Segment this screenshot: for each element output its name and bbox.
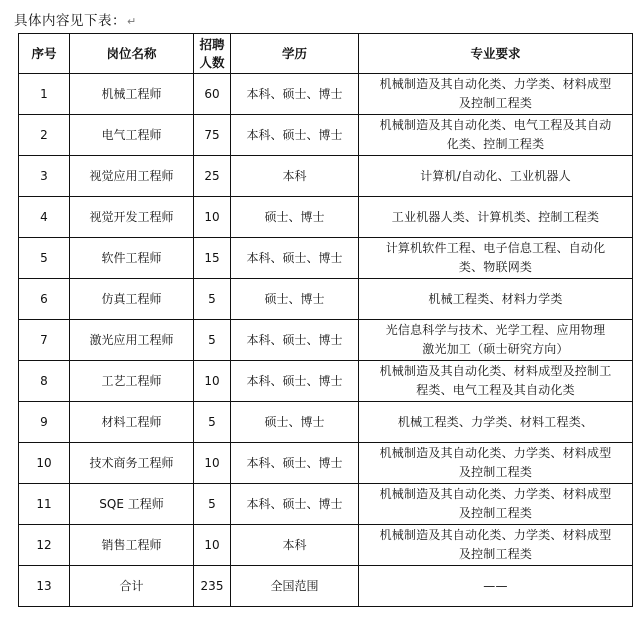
requirements-line-1: 光信息科学与技术、光学工程、应用物理	[385, 323, 606, 337]
requirements-line-1: 机械制造及其自动化类、材料成型及控制工	[379, 364, 612, 378]
row-no: 13	[19, 566, 70, 607]
recruitment-table	[18, 33, 633, 607]
row-position: 机械工程师	[70, 74, 194, 115]
row-requirements	[359, 525, 633, 566]
row-count: 10	[194, 525, 231, 566]
header-count-line2: 人数	[199, 54, 225, 70]
row-requirements	[359, 238, 633, 279]
row-no: 3	[19, 156, 70, 197]
row-count: 5	[194, 279, 231, 320]
row-no: 2	[19, 115, 70, 156]
table-row	[19, 484, 633, 525]
requirements-line-1: 机械制造及其自动化类、电气工程及其自动	[379, 118, 612, 132]
requirements-line-2: 及控制工程类	[458, 547, 533, 561]
row-requirements	[359, 320, 633, 361]
row-count: 75	[194, 115, 231, 156]
requirements-line-1: 计算机/自动化、工业机器人	[420, 168, 571, 183]
row-education: 本科、硕士、博士	[231, 484, 359, 525]
row-education: 本科、硕士、博士	[231, 361, 359, 402]
table-row	[19, 566, 633, 607]
row-count: 10	[194, 361, 231, 402]
row-count: 15	[194, 238, 231, 279]
row-position: 工艺工程师	[70, 361, 194, 402]
row-education: 硕士、博士	[231, 197, 359, 238]
requirements-line-2: 及控制工程类	[458, 506, 533, 520]
row-position: 激光应用工程师	[70, 320, 194, 361]
table-row	[19, 197, 633, 238]
row-no: 12	[19, 525, 70, 566]
row-position: 销售工程师	[70, 525, 194, 566]
requirements-line-1: 机械工程类、力学类、材料工程类、	[397, 414, 594, 429]
table-row	[19, 156, 633, 197]
row-position: SQE 工程师	[70, 484, 194, 525]
row-count: 5	[194, 402, 231, 443]
row-requirements	[359, 115, 633, 156]
requirements-line-2: 及控制工程类	[458, 96, 533, 110]
table-row	[19, 238, 633, 279]
row-count: 60	[194, 74, 231, 115]
row-no: 1	[19, 74, 70, 115]
row-requirements	[359, 156, 633, 197]
row-education: 本科、硕士、博士	[231, 320, 359, 361]
row-requirements	[359, 443, 633, 484]
requirements-line-1: 机械工程类、材料力学类	[428, 291, 563, 306]
requirements-line-1: 机械制造及其自动化类、力学类、材料成型	[379, 528, 612, 542]
header-position: 岗位名称	[70, 34, 194, 74]
table-row	[19, 279, 633, 320]
row-no: 11	[19, 484, 70, 525]
requirements-line-1: ——	[483, 578, 508, 593]
row-position: 仿真工程师	[70, 279, 194, 320]
header-count-line1: 招聘	[199, 36, 225, 52]
requirements-line-1: 机械制造及其自动化类、力学类、材料成型	[379, 77, 612, 91]
row-requirements	[359, 74, 633, 115]
table-row	[19, 115, 633, 156]
row-education: 硕士、博士	[231, 279, 359, 320]
row-position: 材料工程师	[70, 402, 194, 443]
requirements-line-2: 类、物联网类	[458, 260, 533, 274]
paragraph-mark: ↵	[127, 15, 137, 28]
requirements-line-2: 化类、控制工程类	[446, 137, 545, 151]
row-requirements	[359, 279, 633, 320]
row-no: 4	[19, 197, 70, 238]
row-no: 10	[19, 443, 70, 484]
requirements-line-2: 激光加工（硕士研究方向）	[422, 342, 569, 356]
row-education: 本科、硕士、博士	[231, 238, 359, 279]
row-no: 7	[19, 320, 70, 361]
row-count: 235	[194, 566, 231, 607]
header-count	[194, 34, 231, 74]
intro-text: 具体内容见下表：	[14, 13, 126, 29]
row-education: 本科	[231, 156, 359, 197]
row-count: 5	[194, 484, 231, 525]
table-row	[19, 361, 633, 402]
row-requirements	[359, 402, 633, 443]
row-education: 本科	[231, 525, 359, 566]
row-requirements	[359, 361, 633, 402]
row-position: 视觉应用工程师	[70, 156, 194, 197]
row-education: 本科、硕士、博士	[231, 115, 359, 156]
header-education: 学历	[231, 34, 359, 74]
row-count: 10	[194, 443, 231, 484]
row-education: 硕士、博士	[231, 402, 359, 443]
row-position: 电气工程师	[70, 115, 194, 156]
row-count: 25	[194, 156, 231, 197]
row-count: 10	[194, 197, 231, 238]
header-requirements: 专业要求	[359, 34, 633, 74]
row-position: 技术商务工程师	[70, 443, 194, 484]
row-no: 5	[19, 238, 70, 279]
requirements-line-1: 机械制造及其自动化类、力学类、材料成型	[379, 446, 612, 460]
table-row	[19, 320, 633, 361]
row-position: 视觉开发工程师	[70, 197, 194, 238]
table-row	[19, 443, 633, 484]
table-row	[19, 525, 633, 566]
row-no: 8	[19, 361, 70, 402]
requirements-line-1: 机械制造及其自动化类、力学类、材料成型	[379, 487, 612, 501]
requirements-line-1: 工业机器人类、计算机类、控制工程类	[391, 209, 600, 224]
row-education: 本科、硕士、博士	[231, 74, 359, 115]
row-count: 5	[194, 320, 231, 361]
table-header-row	[19, 34, 633, 74]
row-requirements	[359, 197, 633, 238]
table-row	[19, 74, 633, 115]
requirements-line-1: 计算机软件工程、电子信息工程、自动化	[385, 241, 606, 255]
requirements-line-2: 程类、电气工程及其自动化类	[416, 383, 575, 397]
row-no: 6	[19, 279, 70, 320]
row-education: 本科、硕士、博士	[231, 443, 359, 484]
row-requirements	[359, 566, 633, 607]
requirements-line-2: 及控制工程类	[458, 465, 533, 479]
row-position: 合计	[70, 566, 194, 607]
row-education: 全国范围	[231, 566, 359, 607]
intro-paragraph	[14, 9, 137, 29]
row-position: 软件工程师	[70, 238, 194, 279]
row-no: 9	[19, 402, 70, 443]
header-no: 序号	[19, 34, 70, 74]
table-row	[19, 402, 633, 443]
row-requirements	[359, 484, 633, 525]
